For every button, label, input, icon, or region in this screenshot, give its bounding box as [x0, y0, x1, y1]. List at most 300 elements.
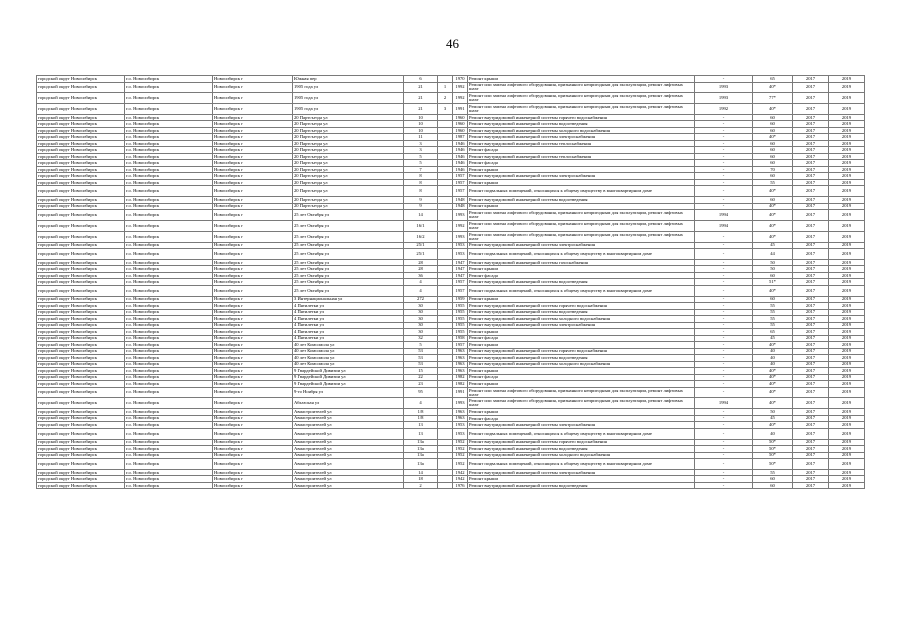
- build-year-cell: 1946: [453, 160, 468, 167]
- municipality-cell: г.о. Новосибирск: [125, 469, 213, 476]
- build-year-cell: 1957: [453, 179, 468, 186]
- plan-year-from-cell: 2017: [793, 422, 829, 429]
- build-year-cell: 1955: [453, 309, 468, 316]
- lift-year-cell: -: [695, 279, 753, 286]
- street-cell: Авиастроителей ул: [293, 415, 404, 422]
- district-cell: городской округ Новосибирск: [37, 82, 125, 93]
- district-cell: городской округ Новосибирск: [37, 387, 125, 398]
- plan-year-from-cell: 2017: [793, 242, 829, 249]
- plan-year-from-cell: 2017: [793, 249, 829, 260]
- house-number-cell: 5: [404, 160, 438, 167]
- municipality-cell: г.о. Новосибирск: [125, 296, 213, 303]
- house-number-cell: 13а: [404, 439, 438, 446]
- build-year-cell: 1976: [453, 482, 468, 489]
- settlement-cell: Новосибирск г: [213, 203, 293, 210]
- settlement-cell: Новосибирск г: [213, 482, 293, 489]
- plan-year-to-cell: 2019: [829, 361, 865, 368]
- work-type-cell: Ремонт внутридомовой инженерной системы электроснабжения: [468, 242, 695, 249]
- house-number-cell: 32: [404, 335, 438, 342]
- street-cell: 4 Пятилетки ул: [293, 335, 404, 342]
- settlement-cell: Новосибирск г: [213, 329, 293, 336]
- wear-percent-cell: 50: [753, 409, 793, 416]
- build-year-cell: 1993: [453, 231, 468, 242]
- build-year-cell: 1991: [453, 387, 468, 398]
- build-year-cell: 1953: [453, 422, 468, 429]
- lift-year-cell: -: [695, 316, 753, 323]
- house-number-cell: 5: [404, 342, 438, 349]
- wear-percent-cell: 60: [753, 160, 793, 167]
- table-row: [37, 482, 865, 489]
- municipality-cell: г.о. Новосибирск: [125, 335, 213, 342]
- work-type-cell: Ремонт подвальных помещений, относящихся к общему имуществу в многоквартирном доме: [468, 285, 695, 296]
- plan-year-from-cell: 2017: [793, 259, 829, 266]
- work-type-cell: Ремонт внутридомовой инженерной системы теплоснабжения: [468, 140, 695, 147]
- build-year-cell: 1947: [453, 259, 468, 266]
- house-number-cell: 30: [404, 303, 438, 310]
- district-cell: городской округ Новосибирск: [37, 415, 125, 422]
- house-number-cell: 21: [404, 93, 438, 104]
- municipality-cell: г.о. Новосибирск: [125, 197, 213, 204]
- municipality-cell: г.о. Новосибирск: [125, 76, 213, 83]
- settlement-cell: Новосибирск г: [213, 186, 293, 197]
- district-cell: городской округ Новосибирск: [37, 249, 125, 260]
- municipality-cell: г.о. Новосибирск: [125, 348, 213, 355]
- building-cell: 2: [438, 93, 453, 104]
- street-cell: 4 Пятилетки ул: [293, 329, 404, 336]
- work-type-cell: Ремонт внутридомовой инженерной системы водоотведения: [468, 279, 695, 286]
- work-type-cell: Ремонт или замена лифтового оборудования, признанного непригодным для эксплуатации, ремонт лифтовых шахт: [468, 93, 695, 104]
- settlement-cell: Новосибирск г: [213, 127, 293, 134]
- build-year-cell: 1959: [453, 296, 468, 303]
- street-cell: 20 Партсъезда ул: [293, 166, 404, 173]
- municipality-cell: г.о. Новосибирск: [125, 134, 213, 141]
- wear-percent-cell: 60: [753, 476, 793, 483]
- lift-year-cell: -: [695, 452, 753, 459]
- municipality-cell: г.о. Новосибирск: [125, 231, 213, 242]
- district-cell: городской округ Новосибирск: [37, 428, 125, 439]
- lift-year-cell: -: [695, 160, 753, 167]
- plan-year-from-cell: 2017: [793, 348, 829, 355]
- municipality-cell: г.о. Новосибирск: [125, 316, 213, 323]
- build-year-cell: 1952: [453, 439, 468, 446]
- plan-year-from-cell: 2017: [793, 166, 829, 173]
- house-number-cell: 95: [404, 387, 438, 398]
- municipality-cell: г.о. Новосибирск: [125, 147, 213, 154]
- district-cell: городской округ Новосибирск: [37, 166, 125, 173]
- wear-percent-cell: 45: [753, 242, 793, 249]
- plan-year-from-cell: 2017: [793, 446, 829, 453]
- plan-year-to-cell: 2019: [829, 279, 865, 286]
- municipality-cell: г.о. Новосибирск: [125, 104, 213, 115]
- street-cell: 1905 года ул: [293, 104, 404, 115]
- lift-year-cell: -: [695, 76, 753, 83]
- district-cell: городской округ Новосибирск: [37, 348, 125, 355]
- house-number-cell: 36: [404, 272, 438, 279]
- work-type-cell: Ремонт подвальных помещений, относящихся к общему имуществу в многоквартирном доме: [468, 428, 695, 439]
- wear-percent-cell: 40*: [753, 220, 793, 231]
- street-cell: Авиастроителей ул: [293, 422, 404, 429]
- plan-year-from-cell: 2017: [793, 153, 829, 160]
- street-cell: 25 лет Октября ул: [293, 210, 404, 221]
- plan-year-from-cell: 2017: [793, 381, 829, 388]
- settlement-cell: Новосибирск г: [213, 179, 293, 186]
- wear-percent-cell: 70: [753, 166, 793, 173]
- house-number-cell: 3: [404, 147, 438, 154]
- district-cell: городской округ Новосибирск: [37, 140, 125, 147]
- work-type-cell: Ремонт крыши: [468, 166, 695, 173]
- street-cell: 20 Партсъезда ул: [293, 121, 404, 128]
- plan-year-from-cell: 2017: [793, 428, 829, 439]
- municipality-cell: г.о. Новосибирск: [125, 220, 213, 231]
- plan-year-to-cell: 2019: [829, 381, 865, 388]
- plan-year-to-cell: 2019: [829, 348, 865, 355]
- build-year-cell: 1955: [453, 329, 468, 336]
- plan-year-to-cell: 2019: [829, 422, 865, 429]
- district-cell: городской округ Новосибирск: [37, 203, 125, 210]
- lift-year-cell: -: [695, 374, 753, 381]
- wear-percent-cell: 40: [753, 355, 793, 362]
- house-number-cell: 7: [404, 166, 438, 173]
- work-type-cell: Ремонт подвальных помещений, относящихся к общему имуществу в многоквартирном доме: [468, 459, 695, 470]
- lift-year-cell: -: [695, 140, 753, 147]
- settlement-cell: Новосибирск г: [213, 381, 293, 388]
- municipality-cell: г.о. Новосибирск: [125, 259, 213, 266]
- work-type-cell: Ремонт внутридомовой инженерной системы водоотведения: [468, 309, 695, 316]
- plan-year-from-cell: 2017: [793, 439, 829, 446]
- plan-year-to-cell: 2019: [829, 179, 865, 186]
- plan-year-to-cell: 2019: [829, 197, 865, 204]
- wear-percent-cell: 45: [753, 335, 793, 342]
- lift-year-cell: 1993: [695, 93, 753, 104]
- build-year-cell: 1992: [453, 82, 468, 93]
- work-type-cell: Ремонт крыши: [468, 266, 695, 273]
- wear-percent-cell: 55: [753, 309, 793, 316]
- settlement-cell: Новосибирск г: [213, 476, 293, 483]
- house-number-cell: 8: [404, 186, 438, 197]
- capital-repair-table: [36, 75, 864, 489]
- district-cell: городской округ Новосибирск: [37, 309, 125, 316]
- lift-year-cell: -: [695, 272, 753, 279]
- building-cell: [438, 387, 453, 398]
- building-cell: [438, 398, 453, 409]
- wear-percent-cell: 55: [753, 469, 793, 476]
- page-number: 46: [446, 36, 459, 51]
- plan-year-to-cell: 2019: [829, 210, 865, 221]
- build-year-cell: 1993: [453, 398, 468, 409]
- build-year-cell: 1955: [453, 316, 468, 323]
- build-year-cell: 1960: [453, 114, 468, 121]
- build-year-cell: 1970: [453, 76, 468, 83]
- plan-year-to-cell: 2019: [829, 93, 865, 104]
- plan-year-to-cell: 2019: [829, 249, 865, 260]
- street-cell: 20 Партсъезда ул: [293, 179, 404, 186]
- work-type-cell: Ремонт внутридомовой инженерной системы горячего водоснабжения: [468, 303, 695, 310]
- lift-year-cell: -: [695, 361, 753, 368]
- plan-year-to-cell: 2019: [829, 368, 865, 375]
- district-cell: городской округ Новосибирск: [37, 220, 125, 231]
- house-number-cell: 30: [404, 322, 438, 329]
- settlement-cell: Новосибирск г: [213, 134, 293, 141]
- work-type-cell: Ремонт фасада: [468, 147, 695, 154]
- plan-year-to-cell: 2019: [829, 104, 865, 115]
- work-type-cell: Ремонт внутридомовой инженерной системы газоснабжения: [468, 259, 695, 266]
- lift-year-cell: -: [695, 439, 753, 446]
- municipality-cell: г.о. Новосибирск: [125, 114, 213, 121]
- plan-year-from-cell: 2017: [793, 186, 829, 197]
- work-type-cell: Ремонт внутридомовой инженерной системы холодного водоснабжения: [468, 452, 695, 459]
- municipality-cell: г.о. Новосибирск: [125, 266, 213, 273]
- wear-percent-cell: 40: [753, 361, 793, 368]
- house-number-cell: 1/8: [404, 409, 438, 416]
- lift-year-cell: -: [695, 428, 753, 439]
- settlement-cell: Новосибирск г: [213, 272, 293, 279]
- plan-year-to-cell: 2019: [829, 309, 865, 316]
- plan-year-to-cell: 2019: [829, 446, 865, 453]
- plan-year-from-cell: 2017: [793, 285, 829, 296]
- settlement-cell: Новосибирск г: [213, 439, 293, 446]
- municipality-cell: г.о. Новосибирск: [125, 210, 213, 221]
- municipality-cell: г.о. Новосибирск: [125, 186, 213, 197]
- house-number-cell: 9: [404, 197, 438, 204]
- plan-year-to-cell: 2019: [829, 342, 865, 349]
- lift-year-cell: -: [695, 309, 753, 316]
- plan-year-from-cell: 2017: [793, 374, 829, 381]
- house-number-cell: 11: [404, 134, 438, 141]
- house-number-cell: 21: [404, 104, 438, 115]
- wear-percent-cell: 40*: [753, 203, 793, 210]
- house-number-cell: 30: [404, 329, 438, 336]
- build-year-cell: 1953: [453, 242, 468, 249]
- work-type-cell: Ремонт внутридомовой инженерной системы электроснабжения: [468, 173, 695, 180]
- district-cell: городской округ Новосибирск: [37, 242, 125, 249]
- plan-year-from-cell: 2017: [793, 368, 829, 375]
- district-cell: городской округ Новосибирск: [37, 422, 125, 429]
- wear-percent-cell: 65: [753, 329, 793, 336]
- municipality-cell: г.о. Новосибирск: [125, 446, 213, 453]
- work-type-cell: Ремонт внутридомовой инженерной системы горячего водоснабжения: [468, 114, 695, 121]
- settlement-cell: Новосибирск г: [213, 361, 293, 368]
- building-cell: [438, 210, 453, 221]
- lift-year-cell: -: [695, 186, 753, 197]
- municipality-cell: г.о. Новосибирск: [125, 285, 213, 296]
- building-cell: [438, 249, 453, 260]
- plan-year-from-cell: 2017: [793, 160, 829, 167]
- plan-year-from-cell: 2017: [793, 476, 829, 483]
- street-cell: 25 лет Октября ул: [293, 249, 404, 260]
- plan-year-to-cell: 2019: [829, 428, 865, 439]
- wear-percent-cell: 40: [753, 348, 793, 355]
- municipality-cell: г.о. Новосибирск: [125, 439, 213, 446]
- build-year-cell: 1952: [453, 452, 468, 459]
- lift-year-cell: -: [695, 266, 753, 273]
- plan-year-to-cell: 2019: [829, 296, 865, 303]
- street-cell: Авиастроителей ул: [293, 459, 404, 470]
- house-number-cell: 13: [404, 428, 438, 439]
- house-number-cell: 13а: [404, 459, 438, 470]
- lift-year-cell: -: [695, 147, 753, 154]
- house-number-cell: 13а: [404, 446, 438, 453]
- municipality-cell: г.о. Новосибирск: [125, 166, 213, 173]
- district-cell: городской округ Новосибирск: [37, 76, 125, 83]
- house-number-cell: 21: [404, 82, 438, 93]
- wear-percent-cell: 45: [753, 415, 793, 422]
- street-cell: Южная пер: [293, 76, 404, 83]
- work-type-cell: Ремонт крыши: [468, 476, 695, 483]
- lift-year-cell: -: [695, 259, 753, 266]
- settlement-cell: Новосибирск г: [213, 210, 293, 221]
- work-type-cell: Ремонт подвальных помещений, относящихся к общему имуществу в многоквартирном доме: [468, 249, 695, 260]
- district-cell: городской округ Новосибирск: [37, 93, 125, 104]
- district-cell: городской округ Новосибирск: [37, 272, 125, 279]
- plan-year-from-cell: 2017: [793, 482, 829, 489]
- settlement-cell: Новосибирск г: [213, 348, 293, 355]
- district-cell: городской округ Новосибирск: [37, 104, 125, 115]
- settlement-cell: Новосибирск г: [213, 322, 293, 329]
- build-year-cell: 1953: [453, 428, 468, 439]
- table-row: [37, 220, 865, 231]
- work-type-cell: Ремонт фасада: [468, 160, 695, 167]
- plan-year-to-cell: 2019: [829, 374, 865, 381]
- wear-percent-cell: 40*: [753, 387, 793, 398]
- plan-year-from-cell: 2017: [793, 197, 829, 204]
- municipality-cell: г.о. Новосибирск: [125, 409, 213, 416]
- street-cell: Абхазская ул: [293, 398, 404, 409]
- municipality-cell: г.о. Новосибирск: [125, 361, 213, 368]
- municipality-cell: г.о. Новосибирск: [125, 179, 213, 186]
- settlement-cell: Новосибирск г: [213, 166, 293, 173]
- lift-year-cell: -: [695, 348, 753, 355]
- street-cell: 9 Гвардейской Дивизии ул: [293, 374, 404, 381]
- lift-year-cell: 1994: [695, 220, 753, 231]
- municipality-cell: г.о. Новосибирск: [125, 303, 213, 310]
- work-type-cell: Ремонт внутридомовой инженерной системы горячего водоснабжения: [468, 348, 695, 355]
- district-cell: городской округ Новосибирск: [37, 335, 125, 342]
- wear-percent-cell: 55: [753, 316, 793, 323]
- district-cell: городской округ Новосибирск: [37, 342, 125, 349]
- district-cell: городской округ Новосибирск: [37, 186, 125, 197]
- settlement-cell: Новосибирск г: [213, 415, 293, 422]
- wear-percent-cell: 60: [753, 121, 793, 128]
- district-cell: городской округ Новосибирск: [37, 173, 125, 180]
- work-type-cell: Ремонт подвальных помещений, относящихся к общему имуществу в многоквартирном доме: [468, 186, 695, 197]
- building-cell: [438, 220, 453, 231]
- district-cell: городской округ Новосибирск: [37, 361, 125, 368]
- district-cell: городской округ Новосибирск: [37, 398, 125, 409]
- plan-year-from-cell: 2017: [793, 316, 829, 323]
- street-cell: 25 лет Октября ул: [293, 279, 404, 286]
- wear-percent-cell: 40*: [753, 231, 793, 242]
- house-number-cell: 22: [404, 374, 438, 381]
- plan-year-to-cell: 2019: [829, 335, 865, 342]
- wear-percent-cell: 60: [753, 114, 793, 121]
- plan-year-from-cell: 2017: [793, 415, 829, 422]
- municipality-cell: г.о. Новосибирск: [125, 381, 213, 388]
- settlement-cell: Новосибирск г: [213, 114, 293, 121]
- work-type-cell: Ремонт внутридомовой инженерной системы водоотведения: [468, 355, 695, 362]
- plan-year-to-cell: 2019: [829, 186, 865, 197]
- house-number-cell: 13: [404, 422, 438, 429]
- plan-year-to-cell: 2019: [829, 259, 865, 266]
- work-type-cell: Ремонт внутридомовой инженерной системы холодного водоснабжения: [468, 127, 695, 134]
- house-number-cell: 272: [404, 296, 438, 303]
- work-type-cell: Ремонт внутридомовой инженерной системы холодного водоснабжения: [468, 361, 695, 368]
- table-row: [37, 285, 865, 296]
- plan-year-to-cell: 2019: [829, 303, 865, 310]
- house-number-cell: 10: [404, 127, 438, 134]
- settlement-cell: Новосибирск г: [213, 121, 293, 128]
- house-number-cell: 16/1: [404, 220, 438, 231]
- street-cell: 20 Партсъезда ул: [293, 186, 404, 197]
- settlement-cell: Новосибирск г: [213, 140, 293, 147]
- build-year-cell: 1952: [453, 446, 468, 453]
- street-cell: 40 лет Комсомола ул: [293, 355, 404, 362]
- plan-year-to-cell: 2019: [829, 476, 865, 483]
- municipality-cell: г.о. Новосибирск: [125, 387, 213, 398]
- wear-percent-cell: 50: [753, 259, 793, 266]
- district-cell: городской округ Новосибирск: [37, 322, 125, 329]
- plan-year-from-cell: 2017: [793, 335, 829, 342]
- settlement-cell: Новосибирск г: [213, 368, 293, 375]
- lift-year-cell: -: [695, 355, 753, 362]
- settlement-cell: Новосибирск г: [213, 335, 293, 342]
- district-cell: городской округ Новосибирск: [37, 409, 125, 416]
- wear-percent-cell: 55: [753, 303, 793, 310]
- settlement-cell: Новосибирск г: [213, 342, 293, 349]
- municipality-cell: г.о. Новосибирск: [125, 153, 213, 160]
- plan-year-to-cell: 2019: [829, 266, 865, 273]
- municipality-cell: г.о. Новосибирск: [125, 82, 213, 93]
- wear-percent-cell: 40*: [753, 134, 793, 141]
- district-cell: городской округ Новосибирск: [37, 469, 125, 476]
- municipality-cell: г.о. Новосибирск: [125, 459, 213, 470]
- street-cell: 40 лет Комсомола ул: [293, 342, 404, 349]
- lift-year-cell: -: [695, 415, 753, 422]
- plan-year-from-cell: 2017: [793, 147, 829, 154]
- work-type-cell: Ремонт крыши: [468, 203, 695, 210]
- lift-year-cell: 1994: [695, 398, 753, 409]
- house-number-cell: 53: [404, 361, 438, 368]
- plan-year-to-cell: 2019: [829, 127, 865, 134]
- district-cell: городской округ Новосибирск: [37, 210, 125, 221]
- plan-year-to-cell: 2019: [829, 322, 865, 329]
- plan-year-from-cell: 2017: [793, 82, 829, 93]
- district-cell: городской округ Новосибирск: [37, 452, 125, 459]
- wear-percent-cell: 60: [753, 482, 793, 489]
- plan-year-to-cell: 2019: [829, 203, 865, 210]
- plan-year-from-cell: 2017: [793, 272, 829, 279]
- build-year-cell: 1963: [453, 361, 468, 368]
- district-cell: городской округ Новосибирск: [37, 329, 125, 336]
- plan-year-from-cell: 2017: [793, 127, 829, 134]
- plan-year-to-cell: 2019: [829, 140, 865, 147]
- wear-percent-cell: 40*: [753, 381, 793, 388]
- build-year-cell: 1957: [453, 279, 468, 286]
- settlement-cell: Новосибирск г: [213, 285, 293, 296]
- build-year-cell: 1991: [453, 104, 468, 115]
- settlement-cell: Новосибирск г: [213, 459, 293, 470]
- municipality-cell: г.о. Новосибирск: [125, 272, 213, 279]
- wear-percent-cell: 50: [753, 266, 793, 273]
- settlement-cell: Новосибирск г: [213, 446, 293, 453]
- building-cell: 1: [438, 82, 453, 93]
- work-type-cell: Ремонт внутридомовой инженерной системы теплоснабжения: [468, 153, 695, 160]
- plan-year-to-cell: 2019: [829, 452, 865, 459]
- street-cell: 4 Пятилетки ул: [293, 309, 404, 316]
- settlement-cell: Новосибирск г: [213, 355, 293, 362]
- house-number-cell: 28: [404, 259, 438, 266]
- building-cell: [438, 459, 453, 470]
- street-cell: 1905 года ул: [293, 93, 404, 104]
